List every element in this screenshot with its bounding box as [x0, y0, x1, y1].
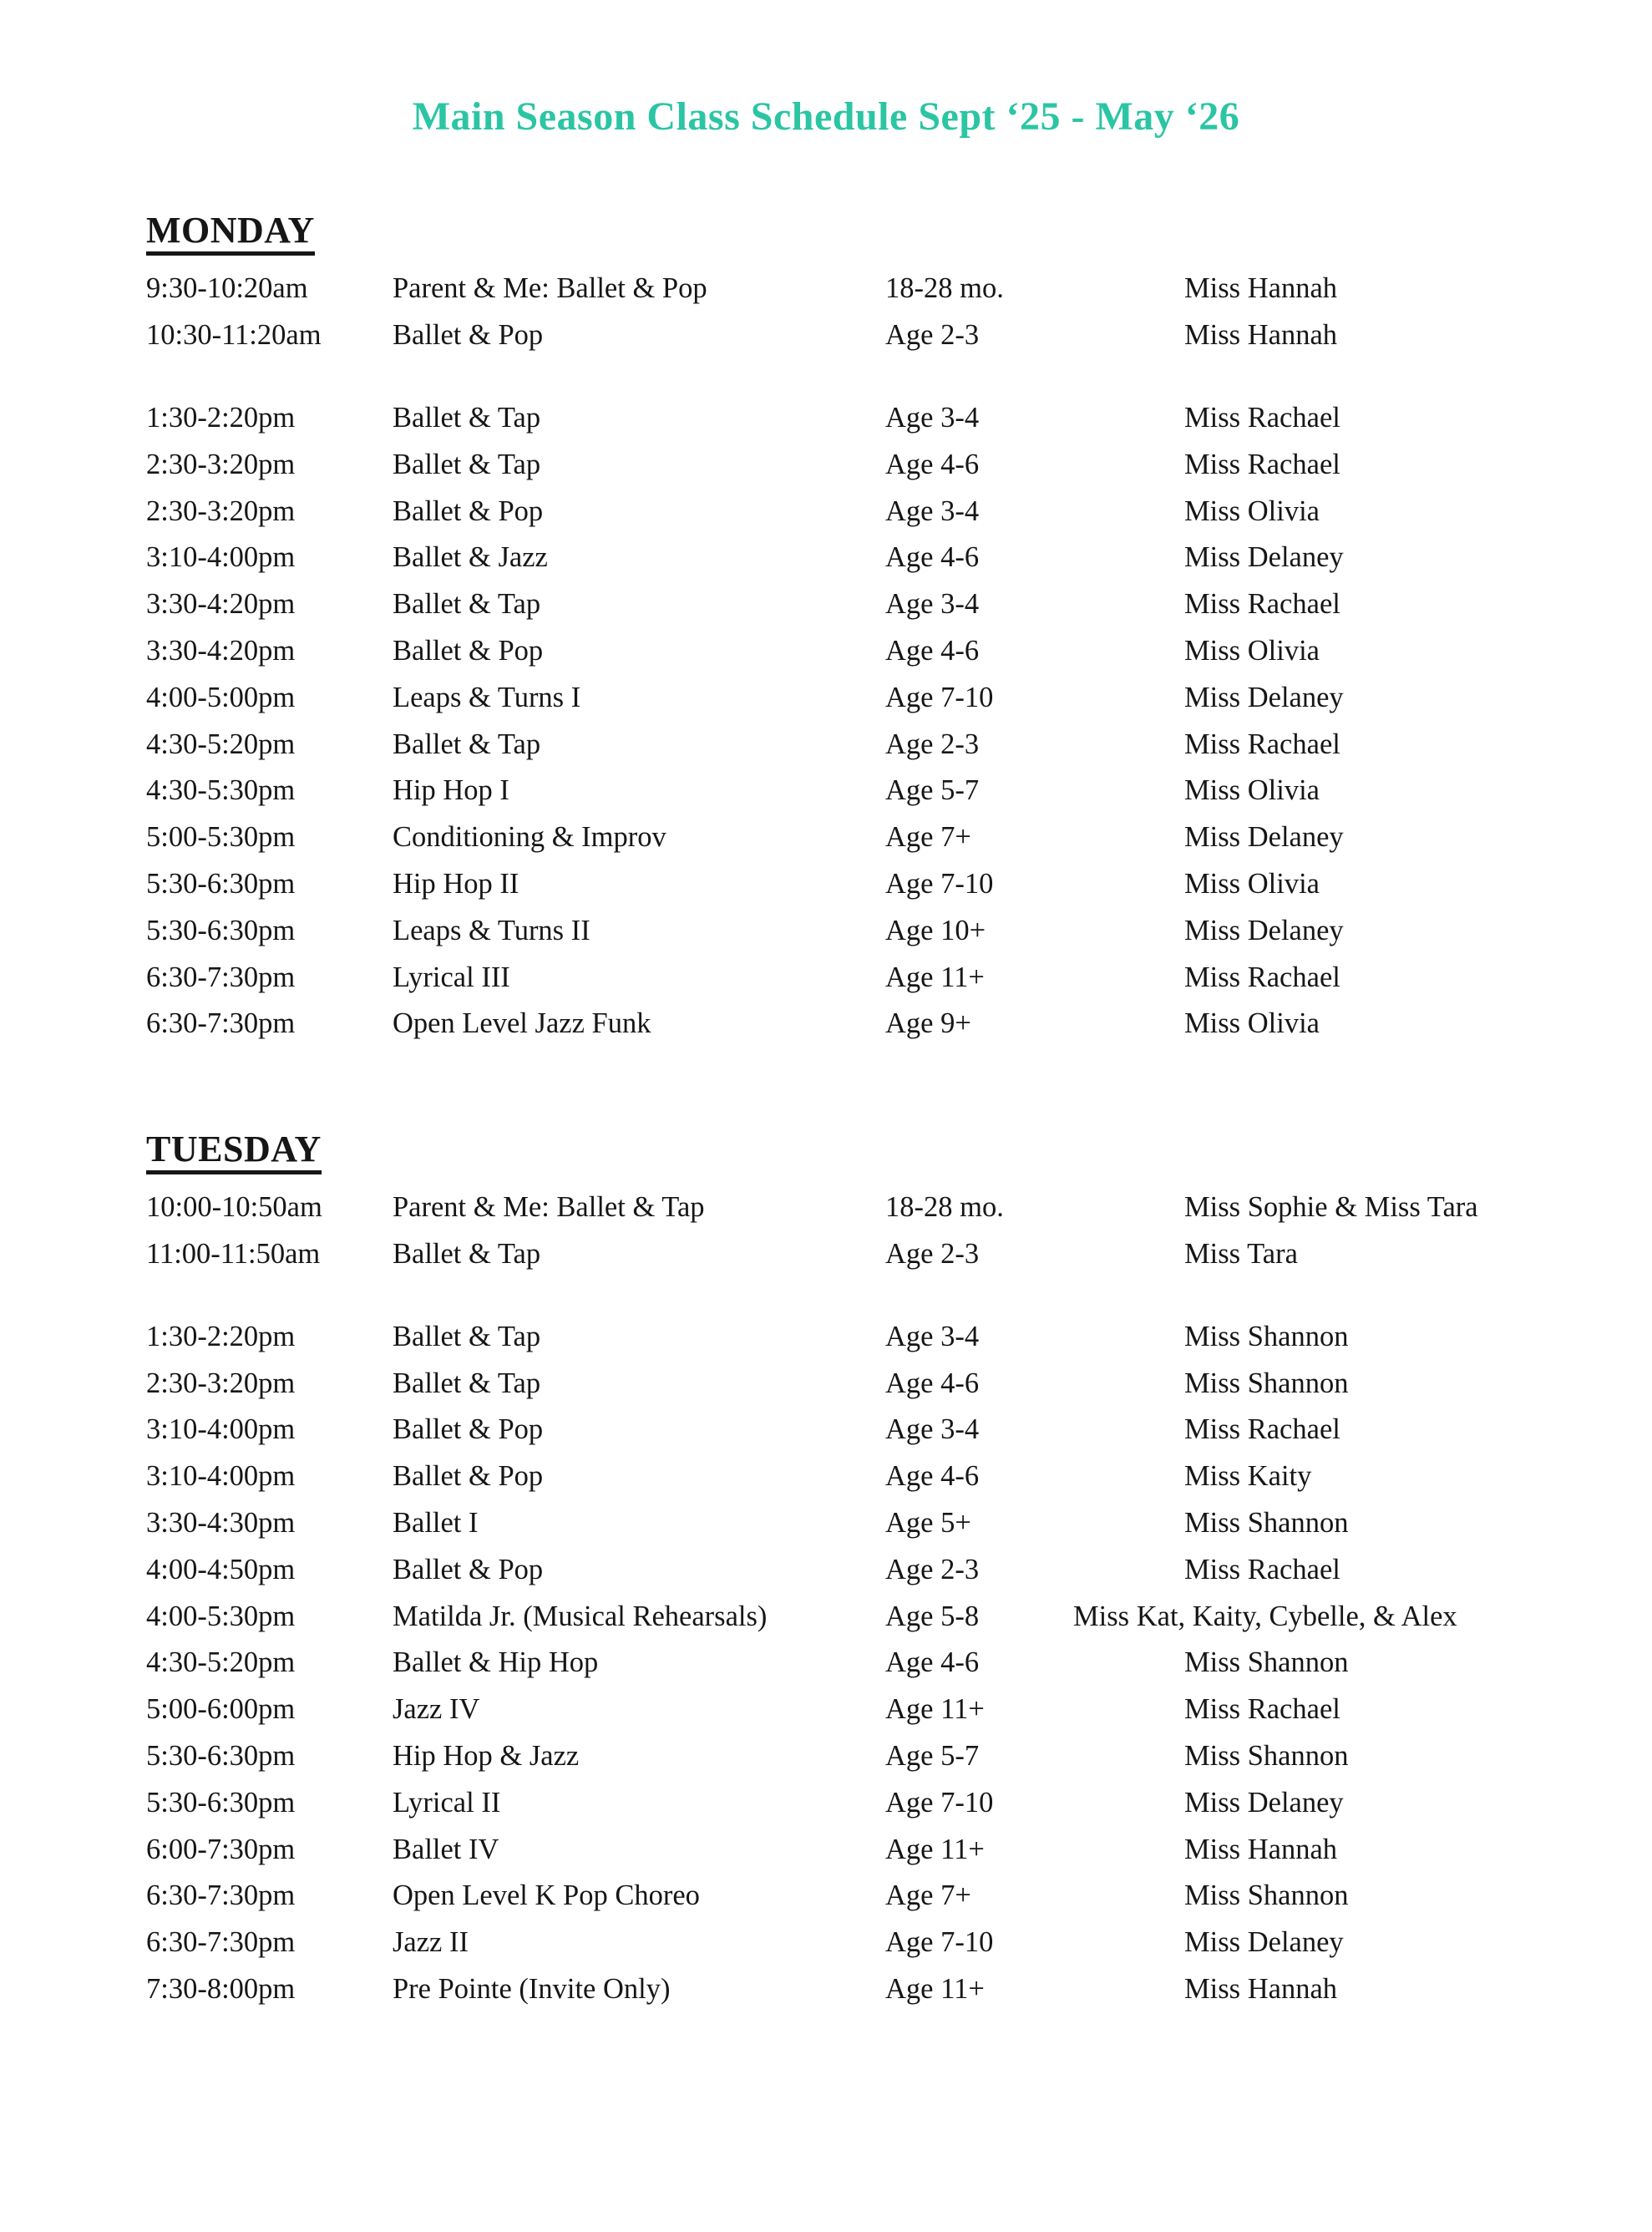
class-time: 11:00-11:50am	[146, 1237, 321, 1270]
class-teacher: Miss Shannon	[1184, 1879, 1349, 1912]
class-age: Age 7-10	[885, 1786, 994, 1819]
day-section-monday	[0, 212, 1652, 1048]
class-name: Parent & Me: Ballet & Pop	[393, 272, 707, 305]
class-name: Ballet & Tap	[393, 1367, 541, 1399]
class-time: 4:30-5:20pm	[146, 1646, 296, 1679]
class-name: Ballet & Tap	[393, 1320, 541, 1352]
class-time: 5:30-6:30pm	[146, 914, 296, 946]
class-name: Ballet & Pop	[393, 1553, 544, 1585]
schedule-row	[146, 1640, 1652, 1687]
class-time: 5:00-5:30pm	[146, 821, 296, 854]
schedule-row	[146, 1231, 1652, 1278]
class-age: 18-28 mo.	[885, 272, 1004, 305]
class-age: Age 9+	[885, 1007, 971, 1040]
class-teacher: Miss Shannon	[1184, 1646, 1349, 1679]
day-label: MONDAY	[146, 212, 315, 256]
class-time: 3:10-4:00pm	[146, 1413, 296, 1446]
class-age: Age 7-10	[885, 867, 994, 900]
schedule-row	[146, 535, 1652, 581]
class-time: 5:30-6:30pm	[146, 1739, 296, 1772]
class-age: Age 3-4	[885, 401, 980, 434]
class-time: 6:30-7:30pm	[146, 961, 296, 993]
class-age: Age 5-8	[885, 1600, 980, 1632]
class-time: 5:30-6:30pm	[146, 867, 296, 900]
class-teacher: Miss Delaney	[1184, 681, 1344, 713]
schedule-row	[146, 441, 1652, 488]
class-name: Parent & Me: Ballet & Tap	[393, 1191, 705, 1224]
class-time: 4:30-5:30pm	[146, 774, 296, 807]
class-teacher: Miss Hannah	[1184, 1972, 1338, 2005]
class-name: Ballet & Tap	[393, 448, 541, 480]
class-age: Age 2-3	[885, 1553, 980, 1585]
day-section-tuesday	[0, 1128, 1652, 2013]
class-name: Jazz II	[393, 1926, 469, 1959]
class-teacher: Miss Rachael	[1184, 448, 1340, 480]
schedule-row	[146, 628, 1652, 675]
class-name: Hip Hop & Jazz	[393, 1739, 580, 1772]
class-teacher: Miss Rachael	[1184, 1553, 1340, 1585]
class-name: Ballet & Pop	[393, 495, 544, 527]
class-name: Ballet & Tap	[393, 728, 541, 760]
class-time: 4:00-5:30pm	[146, 1600, 296, 1632]
class-teacher: Miss Rachael	[1184, 588, 1340, 621]
class-teacher: Miss Hannah	[1184, 319, 1338, 352]
schedule-row	[146, 1826, 1652, 1873]
class-teacher: Miss Shannon	[1184, 1367, 1349, 1399]
class-teacher: Miss Delaney	[1184, 1926, 1344, 1959]
class-teacher: Miss Delaney	[1184, 821, 1344, 854]
class-teacher: Miss Rachael	[1184, 401, 1340, 434]
schedule-row	[146, 1313, 1652, 1360]
class-teacher: Miss Shannon	[1184, 1739, 1349, 1772]
class-time: 2:30-3:20pm	[146, 1367, 296, 1399]
day-heading	[146, 212, 1652, 256]
class-name: Ballet & Tap	[393, 1237, 541, 1270]
class-teacher: Miss Shannon	[1184, 1506, 1349, 1539]
schedule-row	[146, 1546, 1652, 1593]
schedule-row	[146, 1733, 1652, 1780]
schedule-row	[146, 907, 1652, 954]
class-name: Jazz IV	[393, 1693, 480, 1726]
class-time: 6:00-7:30pm	[146, 1833, 296, 1865]
class-teacher: Miss Hannah	[1184, 272, 1338, 305]
class-time: 5:00-6:00pm	[146, 1693, 296, 1726]
class-teacher: Miss Kaity	[1184, 1460, 1312, 1493]
class-name: Ballet & Jazz	[393, 541, 548, 574]
class-time: 2:30-3:20pm	[146, 495, 296, 527]
schedule-row	[146, 1500, 1652, 1547]
class-name: Conditioning & Improv	[393, 821, 666, 854]
class-time: 4:00-5:00pm	[146, 681, 296, 713]
day-label: TUESDAY	[146, 1131, 322, 1174]
class-age: Age 4-6	[885, 448, 980, 480]
schedule-row	[146, 721, 1652, 768]
class-time: 1:30-2:20pm	[146, 1320, 296, 1352]
class-time: 6:30-7:30pm	[146, 1879, 296, 1912]
class-name: Ballet & Tap	[393, 588, 541, 621]
class-teacher: Miss Hannah	[1184, 1833, 1338, 1865]
class-teacher: Miss Kat, Kaity, Cybelle, & Alex	[1073, 1600, 1457, 1632]
class-time: 3:10-4:00pm	[146, 1460, 296, 1493]
class-age: Age 4-6	[885, 1367, 980, 1399]
schedule-row	[146, 581, 1652, 628]
class-age: Age 4-6	[885, 541, 980, 574]
class-age: Age 11+	[885, 1972, 985, 2005]
schedule-row	[146, 861, 1652, 908]
class-age: Age 10+	[885, 914, 986, 946]
class-teacher: Miss Shannon	[1184, 1320, 1349, 1352]
class-age: Age 5+	[885, 1506, 971, 1539]
class-age: Age 2-3	[885, 728, 980, 760]
class-age: Age 7-10	[885, 681, 994, 713]
class-name: Lyrical II	[393, 1786, 501, 1819]
day-sections	[0, 212, 1652, 2012]
schedule-row	[146, 488, 1652, 535]
page-title: Main Season Class Schedule Sept ‘25 - May ‘26	[412, 94, 1240, 139]
class-teacher: Miss Olivia	[1184, 774, 1320, 807]
class-time: 3:30-4:20pm	[146, 588, 296, 621]
schedule-row	[146, 1966, 1652, 2013]
class-time: 3:30-4:30pm	[146, 1506, 296, 1539]
class-teacher: Miss Rachael	[1184, 1693, 1340, 1726]
class-age: Age 5-7	[885, 1739, 980, 1772]
class-teacher: Miss Delaney	[1184, 541, 1344, 574]
schedule-row	[146, 1001, 1652, 1048]
class-name: Hip Hop I	[393, 774, 509, 807]
schedule-row	[146, 1453, 1652, 1500]
class-time: 2:30-3:20pm	[146, 448, 296, 480]
class-age: Age 11+	[885, 1693, 985, 1726]
class-age: Age 7-10	[885, 1926, 994, 1959]
class-teacher: Miss Tara	[1184, 1237, 1298, 1270]
class-teacher: Miss Delaney	[1184, 914, 1344, 946]
class-time: 9:30-10:20am	[146, 272, 308, 305]
schedule-row	[146, 1407, 1652, 1453]
class-name: Ballet & Pop	[393, 1413, 544, 1446]
class-age: Age 4-6	[885, 1460, 980, 1493]
class-time: 10:00-10:50am	[146, 1191, 322, 1224]
class-time: 6:30-7:30pm	[146, 1926, 296, 1959]
schedule-row	[146, 1360, 1652, 1407]
schedule-row	[146, 954, 1652, 1001]
schedule-row	[146, 674, 1652, 721]
class-name: Ballet IV	[393, 1833, 499, 1865]
schedule-row	[146, 768, 1652, 814]
class-time: 7:30-8:00pm	[146, 1972, 296, 2005]
schedule-row	[146, 814, 1652, 861]
day-rows	[0, 266, 1652, 1048]
class-teacher: Miss Delaney	[1184, 1786, 1344, 1819]
class-age: Age 3-4	[885, 495, 980, 527]
class-age: Age 2-3	[885, 319, 980, 352]
class-age: Age 7+	[885, 1879, 971, 1912]
schedule-row	[146, 1593, 1652, 1640]
schedule-document	[0, 94, 1652, 2232]
class-age: Age 3-4	[885, 588, 980, 621]
class-age: Age 5-7	[885, 774, 980, 807]
class-age: Age 3-4	[885, 1320, 980, 1352]
class-name: Hip Hop II	[393, 867, 519, 900]
class-name: Leaps & Turns I	[393, 681, 581, 713]
day-rows	[0, 1184, 1652, 2013]
schedule-row	[146, 312, 1652, 359]
class-age: Age 4-6	[885, 1646, 980, 1679]
class-name: Matilda Jr. (Musical Rehearsals)	[393, 1600, 768, 1632]
class-age: Age 4-6	[885, 634, 980, 667]
schedule-row	[146, 266, 1652, 312]
class-age: Age 7+	[885, 821, 971, 854]
class-time: 5:30-6:30pm	[146, 1786, 296, 1819]
class-name: Ballet I	[393, 1506, 479, 1539]
class-age: 18-28 mo.	[885, 1191, 1004, 1224]
class-name: Lyrical III	[393, 961, 510, 993]
class-name: Open Level K Pop Choreo	[393, 1879, 700, 1912]
class-time: 4:30-5:20pm	[146, 728, 296, 760]
class-name: Ballet & Pop	[393, 634, 544, 667]
schedule-row	[146, 1184, 1652, 1231]
class-time: 1:30-2:20pm	[146, 401, 296, 434]
schedule-row	[146, 1873, 1652, 1920]
class-teacher: Miss Olivia	[1184, 867, 1320, 900]
class-age: Age 2-3	[885, 1237, 980, 1270]
class-name: Ballet & Pop	[393, 1460, 544, 1493]
class-age: Age 3-4	[885, 1413, 980, 1446]
class-age: Age 11+	[885, 1833, 985, 1865]
class-name: Ballet & Pop	[393, 319, 544, 352]
class-teacher: Miss Sophie & Miss Tara	[1184, 1191, 1478, 1224]
schedule-row	[146, 395, 1652, 442]
day-heading	[146, 1128, 1652, 1174]
class-name: Ballet & Hip Hop	[393, 1646, 599, 1679]
schedule-row	[146, 1687, 1652, 1733]
class-age: Age 11+	[885, 961, 985, 993]
class-teacher: Miss Olivia	[1184, 634, 1320, 667]
class-teacher: Miss Olivia	[1184, 1007, 1320, 1040]
class-time: 3:30-4:20pm	[146, 634, 296, 667]
class-teacher: Miss Olivia	[1184, 495, 1320, 527]
class-name: Pre Pointe (Invite Only)	[393, 1972, 671, 2005]
class-name: Open Level Jazz Funk	[393, 1007, 651, 1040]
class-teacher: Miss Rachael	[1184, 728, 1340, 760]
schedule-row	[146, 1779, 1652, 1826]
class-time: 6:30-7:30pm	[146, 1007, 296, 1040]
schedule-row	[146, 1920, 1652, 1966]
class-time: 10:30-11:20am	[146, 319, 322, 352]
class-time: 3:10-4:00pm	[146, 541, 296, 574]
class-teacher: Miss Rachael	[1184, 1413, 1340, 1446]
class-time: 4:00-4:50pm	[146, 1553, 296, 1585]
class-teacher: Miss Rachael	[1184, 961, 1340, 993]
class-name: Ballet & Tap	[393, 401, 541, 434]
class-name: Leaps & Turns II	[393, 914, 590, 946]
